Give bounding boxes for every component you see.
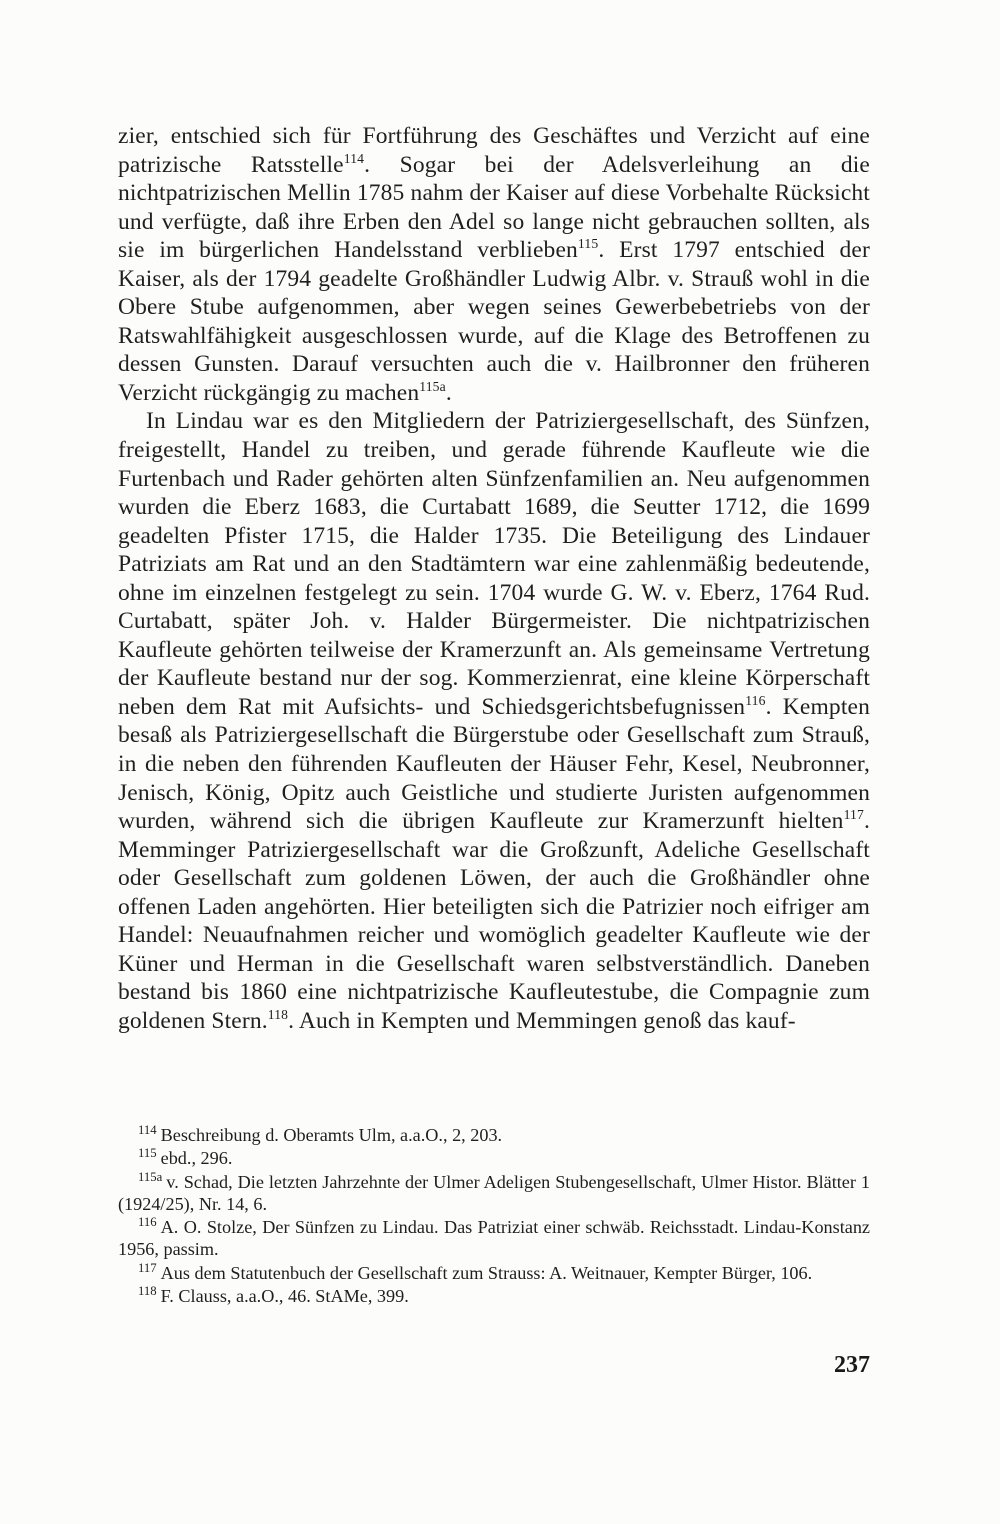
footnote-number: 116 [138,1215,157,1230]
footnote-117 [118,1262,870,1284]
footnote-text: F. Clauss, a.a.O., 46. StAMe, 399. [160,1286,409,1307]
footnotes [118,1124,870,1308]
footnote-ref-116: 116 [745,693,766,709]
footnote-text: ebd., 296. [160,1148,233,1169]
footnote-text: Beschreibung d. Oberamts Ulm, a.a.O., 2, 203. [160,1125,503,1145]
footnote-text: v. Schad, Die letzten Jahrzehnte der Ulmer Adeligen Stubengesellschaft, Ulmer Histor. Blätter 1 (1924/25), Nr. 14, 6. [118,1171,870,1214]
paragraph-2 [118,407,870,1035]
text-segment: . Auch in Kempten und Memmingen genoß das kauf- [288,1007,796,1034]
footnote-text: A. O. Stolze, Der Sünfzen zu Lindau. Das Patriziat einer schwäb. Reichsstadt. Lindau-Konstanz 1956, passim. [118,1217,870,1260]
footnote-number: 114 [138,1122,157,1137]
footnote-ref-114: 114 [343,150,365,166]
footnote-ref-118: 118 [267,1007,289,1023]
footnote-116 [118,1216,870,1261]
page-number: 237 [834,1352,870,1378]
text-segment: zier, entschied sich für Fortführung des Geschäftes und Verzicht auf eine patrizische Ratsstelle [118,123,870,178]
text-segment: . Sogar bei der Adelsverleihung an die nichtpatrizischen Mellin 1785 nahm der Kaiser auf diese Vorbehalte Rücksicht und verfügte, daß ihre Erben den Adel so lange nicht gebrauchen sollten, als sie im bürgerlichen Handelsstand verblieben [118,151,871,264]
footnote-number: 115 [138,1146,157,1161]
footnote-114 [118,1124,870,1146]
footnote-text: Aus dem Statutenbuch der Gesellschaft zum Strauss: A. Weitnauer, Kempter Bürger, 106. [160,1262,813,1283]
footnote-118 [118,1285,870,1307]
text-segment: . Memminger Patriziergesellschaft war die Großzunft, Adeliche Gesellschaft oder Gesellschaft zum goldenen Löwen, der auch die Großhändler ohne offenen Laden angehörten. Hier beteiligten sich die Patrizier noch eifriger am Handel: Neuaufnahmen reicher und womöglich geadelter Kaufleute wie der Küner und Herman in die Gesellschaft waren selbstverständlich. Daneben bestand bis 1860 eine nichtpatrizische Kaufleutestube, die Compagnie zum goldenen Stern. [118,808,870,1034]
text-segment: In Lindau war es den Mitgliedern der Patriziergesellschaft, des Sünfzen, freigestellt, Handel zu treiben, und gerade führende Kaufleute wie die Furtenbach und Rader gehörten alten Sünfzenfamilien an. Neu aufgenommen wurden die Eberz 1683, die Curtabatt 1689, die Seutter 1712, die 1699 geadelten Pfister 1715, die Halder 1735. Die Beteiligung des Lindauer Patriziats am Rat und an den Stadtämtern war eine zahlenmäßig bedeutende, ohne im einzelnen festgelegt zu sein. 1704 wurde G. W. v. Eberz, 1764 Rud. Curtabatt, später Joh. v. Halder Bürgermeister. Die nichtpatrizischen Kaufleute gehörten teilweise der Kramerzunft an. Als gemeinsame Vertretung der Kaufleute bestand nur der sog. Kommerzienrat, eine kleine Körperschaft neben dem Rat mit Aufsichts- und Schiedsgerichtsbefugnissen [118,408,870,720]
footnote-number: 115a [138,1169,163,1184]
text-segment: . [445,379,452,406]
footnote-ref-115: 115 [577,236,599,252]
paragraph-1 [118,122,870,407]
footnote-ref-117: 117 [843,807,864,823]
text-segment: . Kempten besaß als Patriziergesellschaft die Bürgerstube oder Gesellschaft zum Strauß, in die neben den führenden Kaufleuten der Häuser Fehr, Kesel, Neubronner, Jenisch, König, Opitz auch Geistliche und studierte Juristen aufgenommen wurden, während sich die übrigen Kaufleute zur Kramerzunft hielten [118,693,870,835]
footnote-ref-115a: 115a [419,379,446,395]
footnote-115a [118,1171,870,1216]
footnote-115 [118,1147,870,1169]
main-text [118,122,870,1036]
footnote-number: 118 [138,1284,157,1299]
footnote-number: 117 [138,1260,157,1275]
text-segment: . Erst 1797 entschied der Kaiser, als der 1794 geadelte Großhändler Ludwig Albr. v. Strauß wohl in die Obere Stube aufgenommen, aber wegen seines Gewerbebetriebs von der Ratswahlfähigkeit ausgeschlossen wurde, auf die Klage des Betroffenen zu dessen Gunsten. Darauf versuchten auch die v. Hailbronner den früheren Verzicht rückgängig zu machen [118,237,870,406]
